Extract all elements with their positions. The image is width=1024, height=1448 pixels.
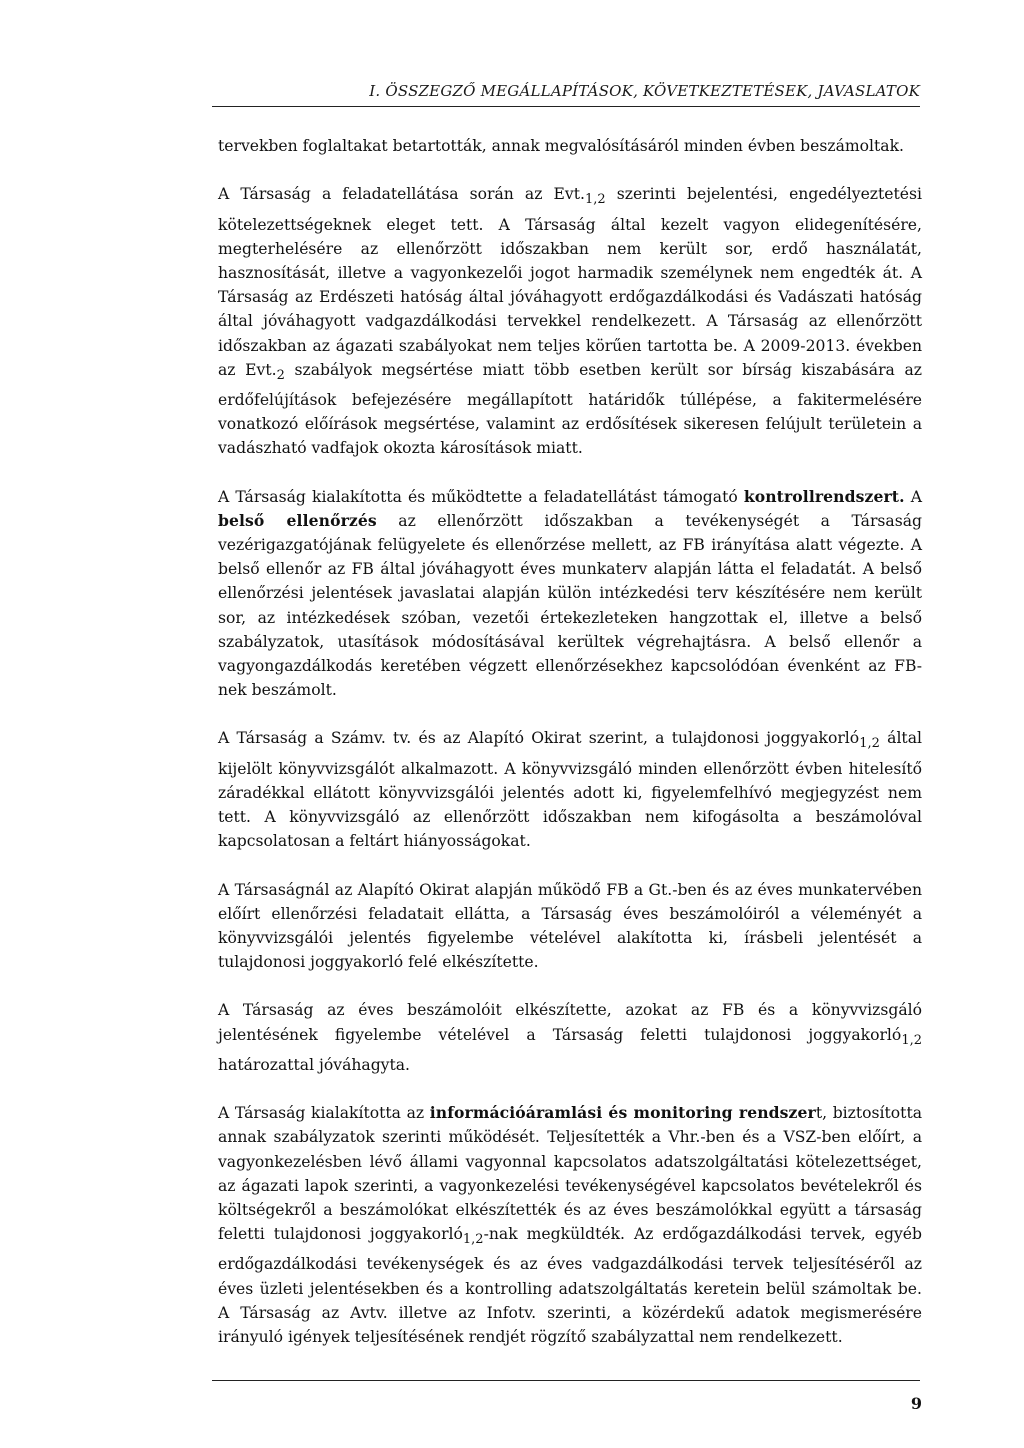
subscript-marker: 1,2 [901, 1032, 922, 1048]
text-run: tervekben foglaltakat betartották, annak megvalósításáról minden évben beszámoltak. [218, 137, 905, 155]
header-divider [212, 106, 920, 107]
text-run: -nak megküldték. Az erdőgazdálkodási tervek, egyéb erdőgazdálkodási tevékenységek és az éves vadgazdálkodási tervek teljesítéséről az éves üzleti jelentésekben és a kontrolling adatszolgáltatás keretein belül számoltak be. A Társaság az Avtv. illetve az Infotv. szerinti, a közérdekű adatok megismerésére irányuló igények teljesítésének rendjét rögzítő szabályzattal nem rendelkezett. [218, 1225, 922, 1347]
paragraph-5 [218, 878, 922, 975]
paragraph-3 [218, 485, 922, 703]
subscript-marker: 1,2 [584, 192, 606, 208]
page-number: 9 [910, 1394, 922, 1413]
text-run: az ellenőrzött időszakban a tevékenységét a Társaság vezérigazgatójának felügyelete és ellenőrzése mellett, az FB irányítása alatt végezte. A belső ellenőr az FB által jóváhagyott éves munkaterv alapján látta el feladatát. A belső ellenőrzési jelentések javaslatai alapján külön intézkedési terv készítésére nem került sor, az intézkedések szóban, vezetői értekezleteken hangzottak el, illetve a belső szabályzatok, utasítások módosításával kerültek végrehajtásra. A belső ellenőr a vagyongazdálkodás keretében végzett ellenőrzésekhez kapcsolódóan évenként az FB-nek beszámolt. [218, 511, 922, 700]
subscript-marker: 1,2 [859, 736, 880, 752]
text-run: A [904, 487, 922, 506]
text-run: A Társaság a feladatellátása során az Evt. [218, 185, 585, 204]
bold-term: belső ellenőrzés [218, 510, 377, 530]
text-run: t, biztosította annak szabályzatok szerinti működését. Teljesítették a Vhr.-ben és a VSZ-ben előírt, a vagyonkezelésben lévő állami vagyonnal kapcsolatos adatszolgáltatási kötelezettséget, az ágazati lapok szerinti, a vagyonkezelési tevékenységével kapcsolatos bevételekről és költségekről a beszámolókat elkészítették és az éves beszámolókkal együtt a társaság feletti tulajdonosi joggyakorló [218, 1104, 923, 1244]
text-run: határozattal jóváhagyta. [218, 1055, 411, 1074]
text-run: szerinti bejelentési, engedélyeztetési kötelezettségeknek eleget tett. A Társaság által kezelt vagyon elidegenítésére, megterhelésére az ellenőrzött időszakban nem került sor, erdő használatát, hasznosítását, illetve a vagyonkezelői jogot harmadik személynek nem engedték át. A Társaság az Erdészeti hatóság által jóváhagyott erdőgazdálkodási és Vadászati hatóság által jóváhagyott vadgazdálkodási tervekkel rendelkezett. A Társaság az ellenőrzött időszakban az ágazati szabályokat nem teljes körűen tartotta be. A 2009-2013. években az Evt. [218, 185, 922, 379]
text-run: A Társaság az éves beszámolóit elkészítette, azokat az FB és a könyvvizsgáló jelentésének figyelembe vételével a Társaság feletti tulajdonosi joggyakorló [218, 1001, 922, 1044]
footer-divider [212, 1380, 920, 1381]
subscript-marker: 2 [276, 367, 285, 383]
paragraph-2 [218, 182, 922, 460]
text-run: szabályok megsértése miatt több esetben került sor bírság kiszabására az erdőfelújítások befejezésére megállapított határidők túllépése, a fakitermelésére vonatkozó előírások megsértése, valamint az erdősítések sikeresen felújult területein a vadászható vadfajok okozta károsítások miatt. [218, 360, 922, 458]
paragraph-4 [218, 726, 922, 853]
text-run: által kijelölt könyvvizsgálót alkalmazott. A könyvvizsgáló minden ellenőrzött évben hitelesítő záradékkal ellátott könyvvizsgálói jelentés adott ki, figyelemfelhívó megjegyzést nem tett. A könyvvizsgáló az ellenőrzött időszakban nem kifogásolta a beszámolóval kapcsolatosan a feltárt hiányosságokat. [218, 729, 922, 851]
text-run: A Társaság kialakította az [218, 1104, 430, 1123]
running-header: I. ÖSSZEGZŐ MEGÁLLAPÍTÁSOK, KÖVETKEZTETÉSEK, JAVASLATOK [369, 82, 920, 100]
text-run: A Társaságnál az Alapító Okirat alapján működő FB a Gt.-ben és az éves munkatervében előírt ellenőrzési feladatait ellátta, a Társaság éves beszámolóiról a véleményét a könyvvizsgálói jelentés figyelembe vételével alakította ki, írásbeli jelentését a tulajdonosi joggyakorló felé elkészítette. [218, 880, 922, 972]
paragraph-1 [218, 134, 922, 158]
bold-term: kontrollrendszert. [743, 486, 905, 506]
text-run: A Társaság kialakította és működtette a feladatellátást támogató [218, 487, 744, 506]
text-run: A Társaság a Számv. tv. és az Alapító Okirat szerint, a tulajdonosi joggyakorló [218, 729, 860, 748]
paragraph-6 [218, 998, 922, 1077]
subscript-marker: 1,2 [462, 1232, 484, 1248]
body-text [218, 134, 922, 1373]
paragraph-7 [218, 1101, 922, 1349]
bold-term: információáramlási és monitoring rendszer [429, 1103, 816, 1123]
